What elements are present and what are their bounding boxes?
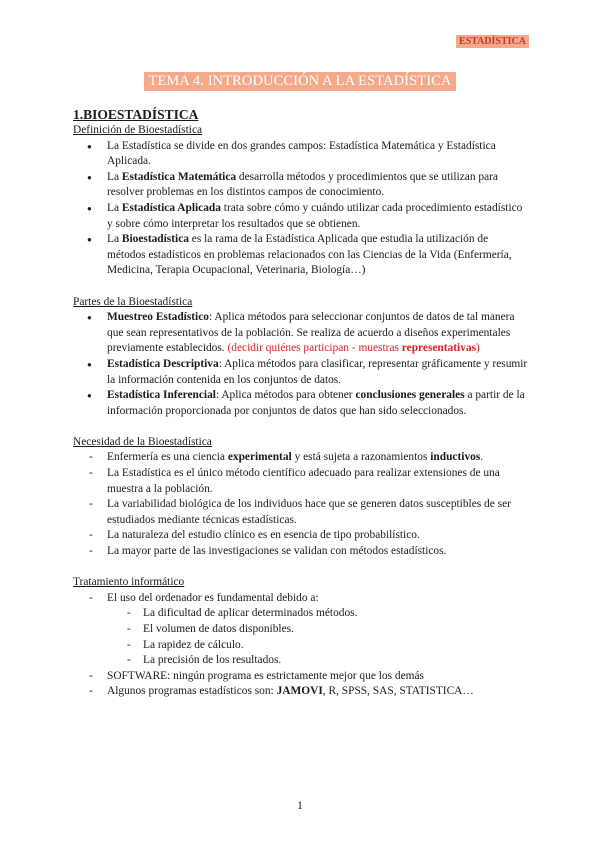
item-bold: JAMOVI [276,685,323,698]
tratamiento-list-2 [73,669,528,700]
red-note [228,342,480,354]
sub-list-item: - La rapidez de cálculo. [73,638,528,654]
list-item [73,388,528,419]
subheading-definicion: Definición de Bioestadística [73,124,203,136]
subheading-necesidad: Necesidad de la Bioestadística [73,435,212,448]
list-item [73,684,528,700]
item-bold: Estadística Descriptiva [107,357,219,370]
list-item [73,170,528,201]
item-text: La [107,233,122,246]
necesidad-list [73,450,528,559]
list-item: - La Estadística es el único método científico adecuado para realizar extensiones de una muestra a la población. [73,466,528,497]
item-text: , R, SPSS, SAS, STATISTICA… [322,685,474,698]
item-bold: Estadística Inferencial [107,389,216,402]
subheading-partes: Partes de la Bioestadística [73,295,193,308]
list-item [73,139,528,170]
item-text: La [107,170,122,183]
item-text: Algunos programas estadísticos son: [107,685,277,698]
item-bold: conclusiones generales [355,389,465,402]
item-text: : Aplica métodos para clasificar, representar gráficamente y resumir la información contenida en los conjuntos de datos. [107,357,528,386]
item-bold: Estadística Aplicada [121,201,221,214]
item-bold: Bioestadística [121,233,189,246]
section-heading: 1.BIOESTADÍSTICA [73,107,199,122]
partes-list [73,310,528,419]
item-text: : Aplica métodos para obtener [215,389,356,402]
item-text: es la rama de la Estadística Aplicada que estudia la utilización de métodos estadísticos en problemas relacionados con las Ciencias de la Vida (Enfermería, Medicina, Terapia Ocupacional, Veterinaria, Biología…) [107,233,512,277]
item-text: . [480,451,484,464]
item-text: La [107,201,122,214]
page-title: TEMA 4. INTRODUCCIÓN A LA ESTADÍSTICA [144,72,455,91]
sub-list-item: - El volumen de datos disponibles. [73,622,528,638]
tratamiento-list [73,591,528,607]
item-bold: Estadística Matemática [121,170,237,183]
list-item: - La naturaleza del estudio clínico es en esencia de tipo probabilístico. [73,528,528,544]
list-item: - La mayor parte de las investigaciones se validan con métodos estadísticos. [73,544,528,560]
list-item [73,201,528,232]
spacer [73,419,528,435]
item-bold: inductivos [430,451,481,464]
list-item: - El uso del ordenador es fundamental debido a: [73,591,528,607]
list-item [73,310,528,357]
item-bold: Muestreo Estadístico [107,311,209,324]
item-text: La Estadística se divide en dos grandes campos: Estadística Matemática y Estadística Aplicada. [107,139,496,168]
tratamiento-sublist [73,606,528,668]
sub-list-item: - La precisión de los resultados. [73,653,528,669]
item-text: a partir de la información proporcionada por conjuntos de datos que han sido seleccionados. [107,389,525,417]
list-item [73,450,528,466]
red-note-bold: representativas [401,342,477,355]
red-note-text: (decidir quiénes participan - muestras [227,342,402,355]
page-number: 1 [297,800,303,812]
title-wrap [0,72,600,91]
item-text: desarrolla métodos y procedimientos que se utilizan para resolver problemas en los distintos campos de conocimiento. [107,170,498,199]
item-text: trata sobre cómo y cuándo utilizar cada procedimiento estadístico y sobre cómo interpretar los resultados que se obtienen. [107,201,523,230]
subheading-tratamiento: Tratamiento informático [73,576,185,589]
header-subject-tag: ESTADÍSTICA [456,35,529,48]
spacer [73,560,528,576]
item-text: : Aplica métodos para seleccionar conjuntos de datos de tal manera que sean representativos de la población. Se realiza de acuerdo a diseños experimentales previamente establecidos. [107,311,515,355]
spacer [73,279,528,295]
item-text: Enfermería es una ciencia [107,451,228,464]
item-bold: experimental [227,451,292,464]
list-item [73,232,528,279]
list-item: - SOFTWARE: ningún programa es estrictamente mejor que los demás [73,669,528,685]
list-item: - La variabilidad biológica de los individuos hace que se generen datos susceptibles de ser estudiados mediante técnicas estadísticas. [73,497,528,528]
definicion-list [73,139,528,279]
sub-list-item: - La dificultad de aplicar determinados métodos. [73,606,528,622]
red-note-text: ) [476,342,480,355]
list-item [73,357,528,388]
item-text: y está sujeta a razonamientos [291,451,431,464]
document-content [73,106,528,700]
